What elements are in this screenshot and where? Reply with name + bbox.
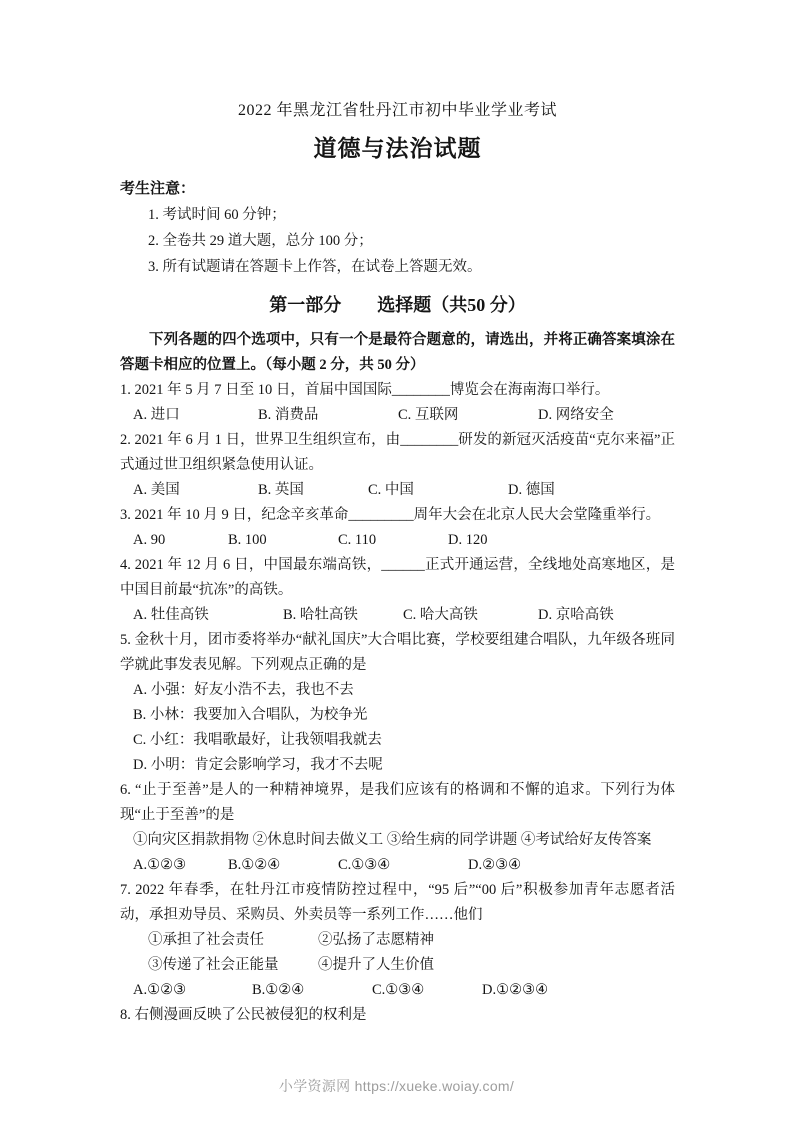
- question-8-stem: 8. 右侧漫画反映了公民被侵犯的权利是: [120, 1007, 367, 1023]
- question-1-option-a: A. 进口: [133, 407, 180, 423]
- question-7-option-d: D.①②③④: [482, 982, 549, 998]
- notice-item-3: 3. 所有试题请在答题卡上作答，在试卷上答题无效。: [148, 259, 482, 275]
- question-4: [120, 553, 675, 628]
- question-3-stem: 3. 2021 年 10 月 9 日，纪念辛亥革命_________周年大会在北京人民大会堂隆重举行。: [120, 507, 661, 523]
- question-1-options: [120, 403, 675, 428]
- page-title: 道德与法治试题: [313, 136, 482, 161]
- question-5-option-c: C. 小红：我唱歌最好，让我领唱我就去: [133, 732, 382, 748]
- question-6-stem: 6. “止于至善”是人的一种精神境界，是我们应该有的格调和不懈的追求。下列行为体现“止于至善”的是: [120, 782, 675, 823]
- section-title: 第一部分 选择题（共50 分）: [269, 295, 526, 315]
- notice-item-1: 1. 考试时间 60 分钟；: [148, 207, 286, 223]
- question-6: [120, 778, 675, 878]
- question-2-option-c: C. 中国: [368, 482, 414, 498]
- question-4-option-c: C. 哈大高铁: [403, 607, 478, 623]
- question-6-option-d: D.②③④: [468, 857, 522, 873]
- question-2-options: [120, 478, 675, 503]
- exam-session-title: 2022 年黑龙江省牡丹江市初中毕业学业考试: [237, 102, 557, 119]
- question-5: [120, 628, 675, 778]
- section-intro: 下列各题的四个选项中，只有一个是最符合题意的，请选出，并将正确答案填涂在答题卡相应的位置上。（每小题 2 分，共 50 分）: [120, 332, 675, 373]
- question-4-option-a: A. 牡佳高铁: [133, 607, 209, 623]
- question-7-item-4: ④提升了人生价值: [318, 957, 434, 973]
- question-7-stem: 7. 2022 年春季，在牡丹江市疫情防控过程中，“95 后”“00 后”积极参加青年志愿者活动，承担劝导员、采购员、外卖员等一系列工作……他们: [120, 882, 675, 923]
- question-6-option-b: B.①②④: [228, 857, 281, 873]
- notice-list: [120, 202, 675, 280]
- question-5-option-d: D. 小明：肯定会影响学习，我才不去呢: [133, 757, 383, 773]
- question-7-option-b: B.①②④: [252, 982, 305, 998]
- question-3-option-a: A. 90: [133, 532, 166, 548]
- question-2-stem: 2. 2021 年 6 月 1 日，世界卫生组织宣布，由________研发的新冠灭活疫苗“克尔来福”正式通过世卫组织紧急使用认证。: [120, 432, 675, 473]
- question-6-option-a: A.①②③: [133, 857, 187, 873]
- question-2-option-b: B. 英国: [258, 482, 304, 498]
- question-3-option-c: C. 110: [338, 532, 377, 548]
- question-3-option-b: B. 100: [228, 532, 267, 548]
- question-1-option-d: D. 网络安全: [538, 407, 614, 423]
- question-5-option-a: A. 小强：好友小浩不去，我也不去: [133, 682, 354, 698]
- question-7-options: [120, 978, 675, 1003]
- question-6-items: ①向灾区捐款捐物 ②休息时间去做义工 ③给生病的同学讲题 ④考试给好友传答案: [133, 832, 652, 848]
- notice-item-2: 2. 全卷共 29 道大题，总分 100 分；: [148, 233, 373, 249]
- question-3: [120, 503, 675, 553]
- question-6-option-c: C.①③④: [338, 857, 391, 873]
- question-7-item-1: ①承担了社会责任: [148, 932, 264, 948]
- question-7-option-a: A.①②③: [133, 982, 187, 998]
- question-8: [120, 1003, 675, 1028]
- question-7: [120, 878, 675, 1003]
- question-2-option-a: A. 美国: [133, 482, 180, 498]
- question-7-item-3: ③传递了社会正能量: [148, 957, 279, 973]
- question-7-items-row-2: [120, 953, 675, 978]
- question-4-option-b: B. 哈牡高铁: [283, 607, 358, 623]
- question-1: [120, 378, 675, 428]
- question-6-options: [120, 853, 675, 878]
- footer-watermark: [0, 1076, 793, 1096]
- question-7-items-row-1: [120, 928, 675, 953]
- question-5-stem: 5. 金秋十月，团市委将举办“献礼国庆”大合唱比赛，学校要组建合唱队，九年级各班同学就此事发表见解。下列观点正确的是: [120, 632, 675, 673]
- question-4-options: [120, 603, 675, 628]
- question-7-item-2: ②弘扬了志愿精神: [318, 932, 434, 948]
- question-2: [120, 428, 675, 503]
- question-3-option-d: D. 120: [448, 532, 488, 548]
- question-3-options: [120, 528, 675, 553]
- question-5-option-b: B. 小林：我要加入合唱队，为校争光: [133, 707, 368, 723]
- question-4-option-d: D. 京哈高铁: [538, 607, 614, 623]
- notice-heading: 考生注意：: [120, 181, 196, 197]
- question-4-stem: 4. 2021 年 12 月 6 日，中国最东端高铁，______正式开通运营，全线地处高寒地区，是中国目前最“抗冻”的高铁。: [120, 557, 675, 598]
- question-1-stem: 1. 2021 年 5 月 7 日至 10 日，首届中国国际________博览会在海南海口举行。: [120, 382, 610, 398]
- question-1-option-b: B. 消费品: [258, 407, 319, 423]
- question-1-option-c: C. 互联网: [398, 407, 459, 423]
- question-2-option-d: D. 德国: [508, 482, 555, 498]
- footer-text: 小学资源网 https://xueke.woiay.com/: [278, 1078, 515, 1094]
- question-7-option-c: C.①③④: [372, 982, 425, 998]
